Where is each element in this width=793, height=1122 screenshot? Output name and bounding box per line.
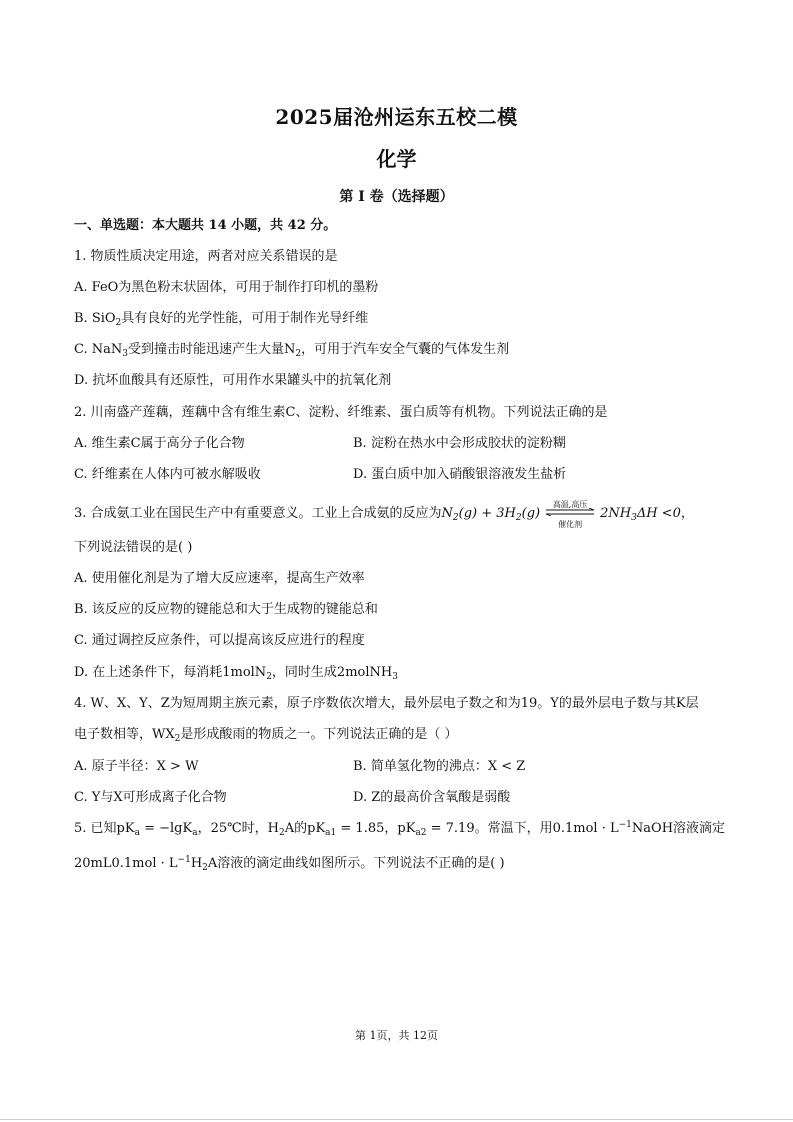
page-title: 2025届沧州运东五校二模 [275, 105, 518, 129]
q2-option-b: B. 淀粉在热水中会形成胶状的淀粉糊 [353, 436, 566, 451]
q4-option-c: C. Y与X可形成离子化合物 [74, 790, 227, 805]
q1-stem: 1. 物质性质决定用途，两者对应关系错误的是 [74, 249, 338, 264]
page-footer: 第 1页，共 12页 [355, 1029, 438, 1042]
q2-stem: 2. 川南盛产莲藕，莲藕中含有维生素C、淀粉、纤维素、蛋白质等有机物。下列说法正确的是 [74, 405, 608, 420]
q1-option-a: A. FeO为黑色粉末状固体，可用于制作打印机的墨粉 [74, 280, 379, 295]
q4-stem-1: 4. W、X、Y、Z为短周期主族元素，原子序数依次增大，最外层电子数之和为19。Y的最外层电子数与其K层 [74, 696, 699, 711]
q4-stem-2: 电子数相等，$WX_2$是形成酸雨的物质之一。下列说法正确的是（ ） [74, 727, 458, 744]
q4-option-d: D. Z的最高价含氧酸是弱酸 [353, 790, 511, 805]
q3-stem: 3. 合成氨工业在国民生产中有重要意义。工业上合成氨的反应为$N_2(g) + 3H_2(g)$ 高温,高压 催化剂 $2NH_3\Delta H <0$， [74, 500, 694, 529]
equilibrium-arrow-icon: 高温,高压 催化剂 [544, 504, 596, 520]
reaction-equation: $N_2(g) + 3H_2(g)$ [441, 506, 541, 523]
q1-option-c: C. NaN$_3$受到撞击时能迅速产生大量$N_2$，可用于汽车安全气囊的气体发生剂 [74, 342, 510, 359]
q3-option-a: A. 使用催化剂是为了增大反应速率，提高生产效率 [74, 571, 365, 586]
q2-option-a: A. 维生素C属于高分子化合物 [74, 436, 245, 451]
q1-option-d: D. 抗坏血酸具有还原性，可用作水果罐头中的抗氧化剂 [74, 373, 392, 388]
q5-stem-2: $20mL0.1mol \cdot L^{-1}H_2A$溶液的滴定曲线如图所示。下列说法不正确的是( ) [74, 855, 505, 873]
q4-option-a: A. 原子半径：X > W [74, 759, 199, 774]
section-heading: 一、单选题：本大题共 14 小题，共 42 分。 [74, 218, 337, 233]
q3-option-b: B. 该反应的反应物的键能总和大于生成物的键能总和 [74, 602, 378, 617]
q3-option-d: D. 在上述条件下，每消耗1molN$_2$，同时生成2molNH$_3$ [74, 665, 398, 682]
q2-option-d: D. 蛋白质中加入硝酸银溶液发生盐析 [353, 467, 567, 482]
q4-option-b: B. 简单氢化物的沸点：X < Z [353, 759, 526, 774]
q5-stem-1: 5. 已知$pK_a = -\lg K_a$，25℃时，$H_2A$的$pK_{a1} = 1.85$，$pK_{a2} = 7.19$。常温下，用$0.1mol \cdot L^{-1}NaOH$溶液滴定 [74, 820, 726, 838]
page-bottom-divider [0, 1119, 793, 1120]
subject-title: 化学 [376, 147, 417, 171]
q3-option-c: C. 通过调控反应条件，可以提高该反应进行的程度 [74, 633, 365, 648]
q1-option-b: B. SiO$_2$具有良好的光学性能，可用于制作光导纤维 [74, 311, 369, 328]
volume-heading: 第 I 卷（选择题） [339, 189, 454, 205]
q2-option-c: C. 纤维素在人体内可被水解吸收 [74, 467, 261, 482]
q3-stem-2: 下列说法错误的是( ) [74, 540, 193, 555]
